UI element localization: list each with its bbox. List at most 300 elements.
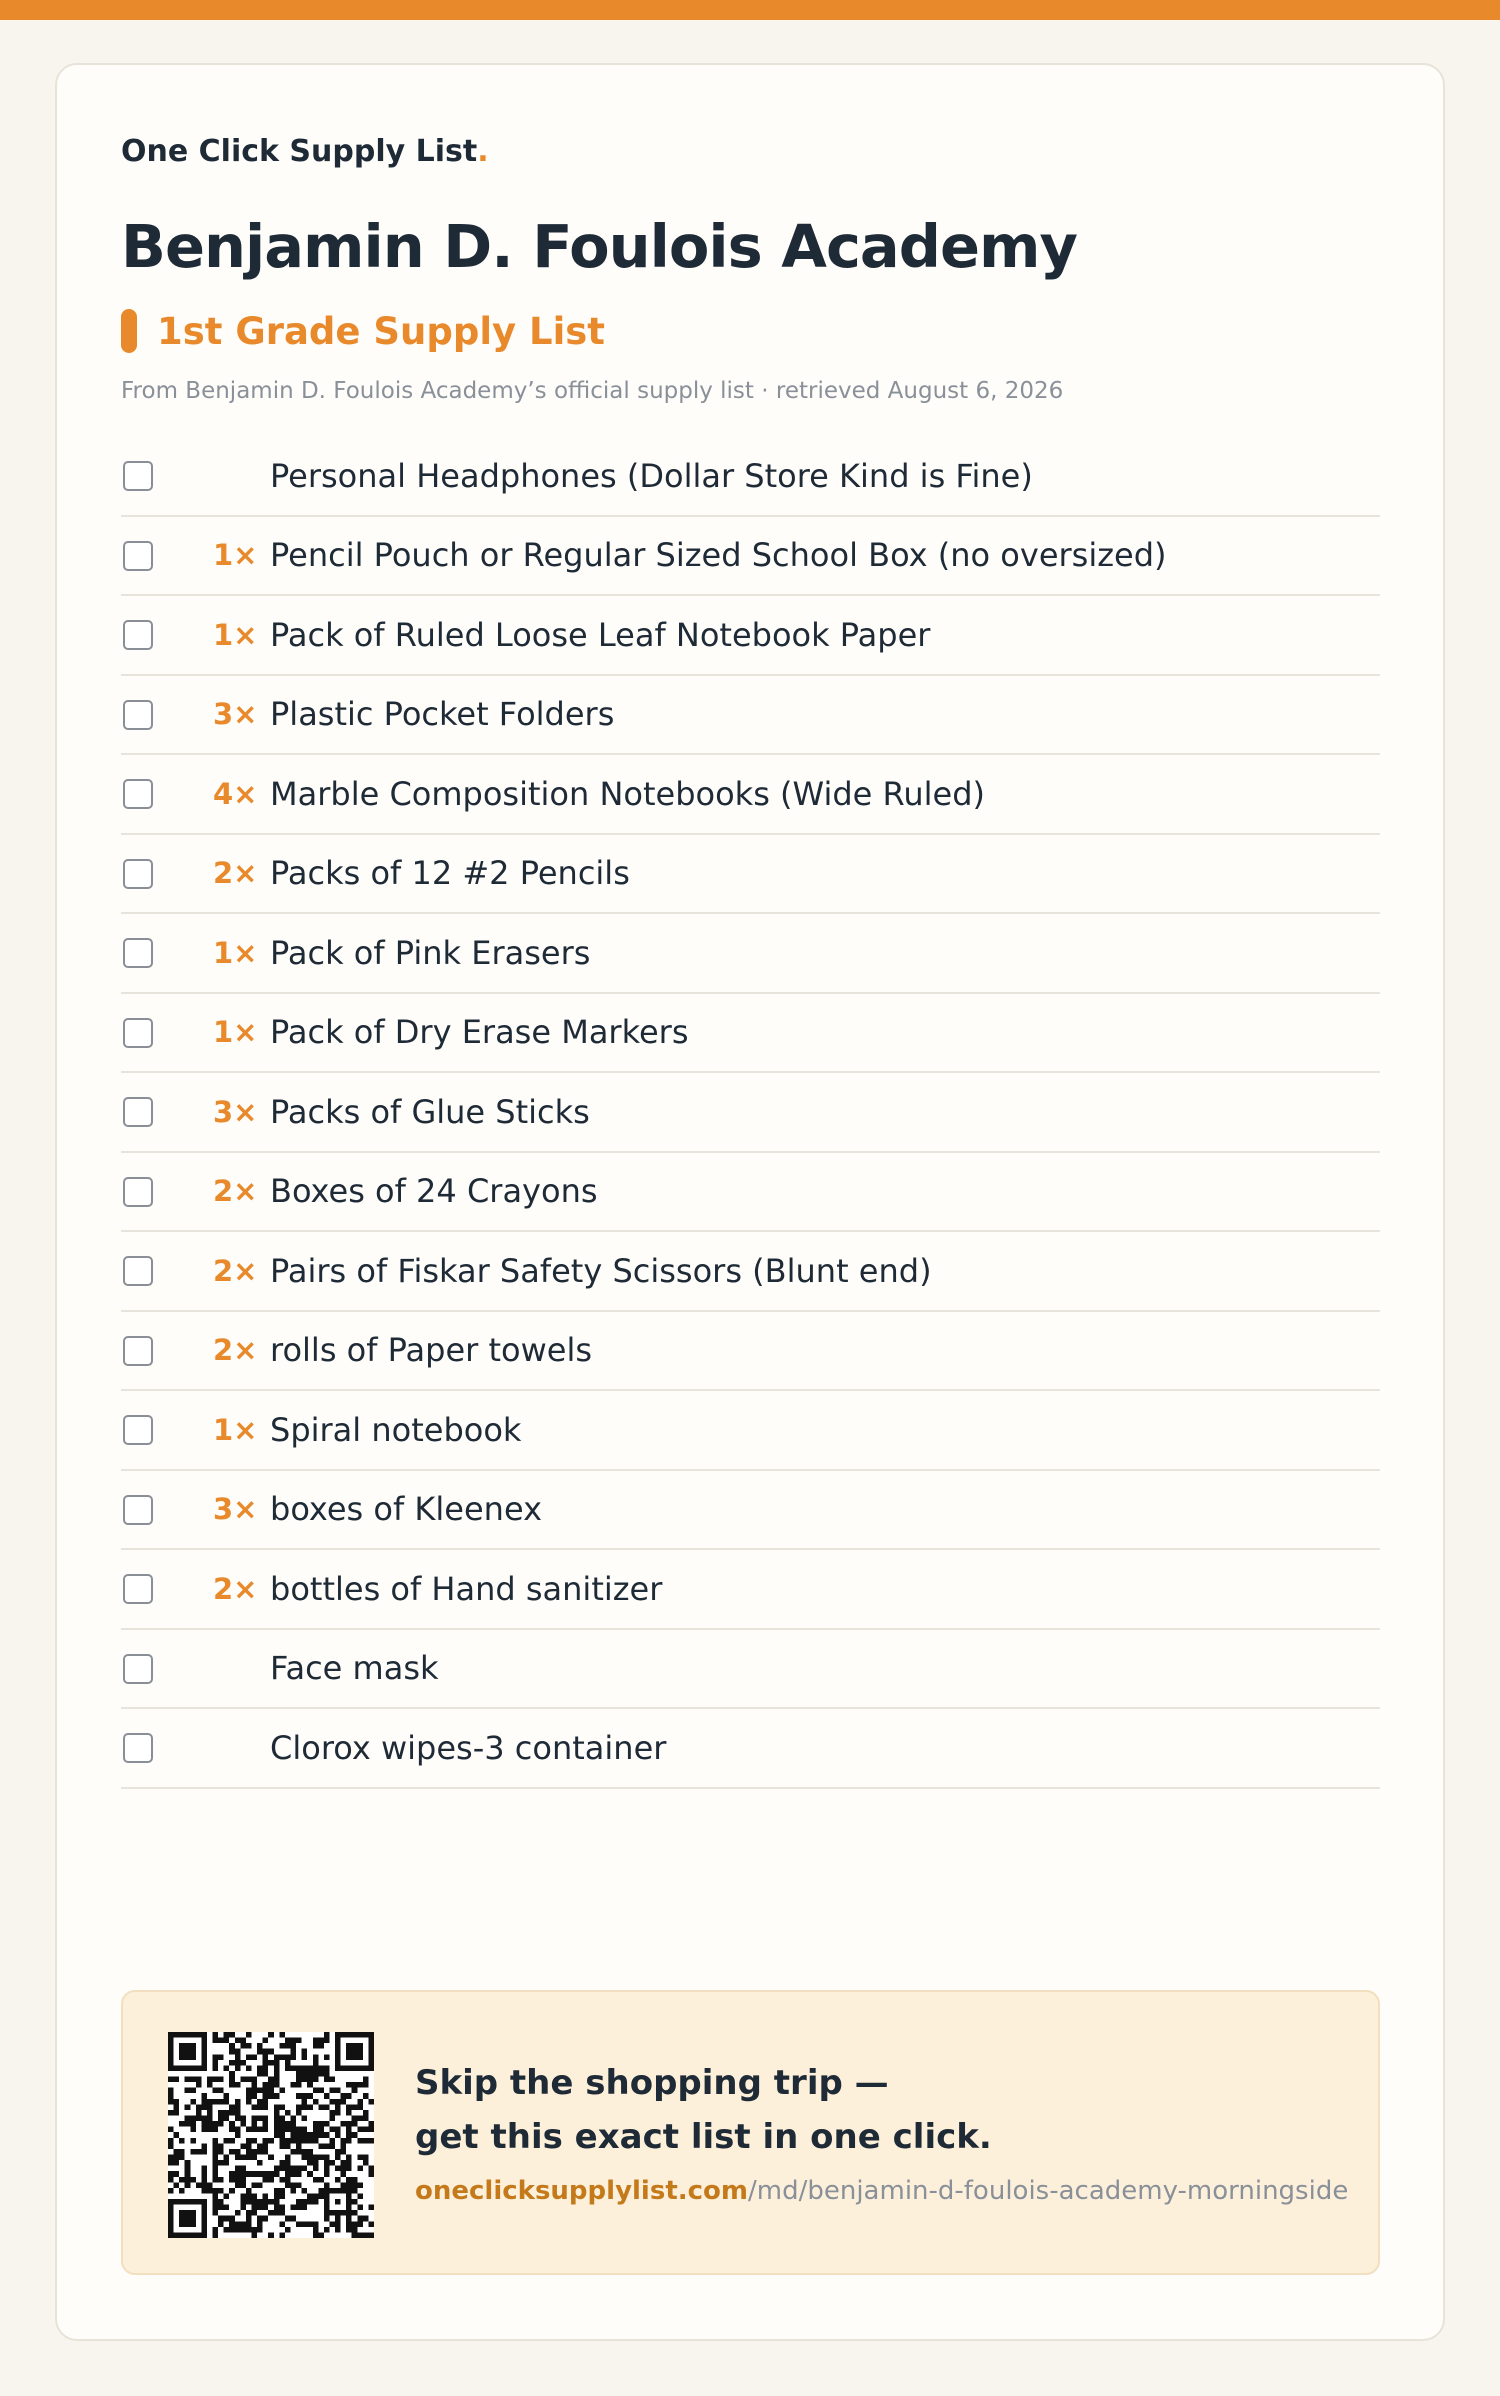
qr-module xyxy=(296,2127,302,2133)
qr-module xyxy=(352,2049,358,2055)
qr-module xyxy=(313,2121,319,2127)
qr-module xyxy=(224,2038,230,2044)
qr-module xyxy=(190,2043,196,2049)
qr-module xyxy=(302,2221,308,2227)
qr-module xyxy=(296,2071,302,2077)
qr-module xyxy=(352,2177,358,2183)
qr-module xyxy=(246,2210,252,2216)
qr-module xyxy=(279,2116,285,2122)
item-checkbox[interactable] xyxy=(123,1574,153,1604)
qr-module xyxy=(324,2121,330,2127)
qr-module xyxy=(168,2188,174,2194)
qr-module xyxy=(302,2166,308,2172)
qr-module xyxy=(318,2193,324,2199)
item-checkbox[interactable] xyxy=(123,1733,153,1763)
list-item xyxy=(121,994,1380,1074)
list-item xyxy=(121,1709,1380,1789)
qr-module xyxy=(185,2054,191,2060)
qr-module xyxy=(313,2232,319,2238)
qr-module xyxy=(341,2099,347,2105)
qr-module xyxy=(235,2060,241,2066)
qr-module xyxy=(201,2166,207,2172)
qr-code-icon[interactable] xyxy=(168,2032,374,2238)
qr-module xyxy=(207,2116,213,2122)
qr-module xyxy=(290,2182,296,2188)
qr-module xyxy=(335,2127,341,2133)
qr-module xyxy=(285,2110,291,2116)
qr-module xyxy=(168,2199,174,2205)
item-checkbox[interactable] xyxy=(123,700,153,730)
item-label: Packs of 12 #2 Pencils xyxy=(270,854,630,893)
qr-module xyxy=(168,2038,174,2044)
qr-module xyxy=(279,2104,285,2110)
item-checkbox[interactable] xyxy=(123,1097,153,1127)
qr-module xyxy=(279,2205,285,2211)
qr-module xyxy=(352,2182,358,2188)
qr-module xyxy=(229,2177,235,2183)
qr-module xyxy=(302,2116,308,2122)
qr-module xyxy=(324,2065,330,2071)
qr-module xyxy=(368,2205,374,2211)
qr-module xyxy=(274,2127,280,2133)
qr-module xyxy=(274,2082,280,2088)
qr-module xyxy=(318,2088,324,2094)
qr-module xyxy=(229,2227,235,2233)
item-checkbox[interactable] xyxy=(123,1654,153,1684)
item-checkbox[interactable] xyxy=(123,1018,153,1048)
qr-module xyxy=(257,2049,263,2055)
qr-module xyxy=(302,2127,308,2133)
item-quantity: 1× xyxy=(213,1015,258,1050)
qr-module xyxy=(368,2038,374,2044)
qr-module xyxy=(218,2216,224,2222)
qr-module xyxy=(346,2104,352,2110)
qr-module xyxy=(335,2177,341,2183)
qr-module xyxy=(368,2138,374,2144)
qr-module xyxy=(263,2065,269,2071)
qr-module xyxy=(201,2121,207,2127)
qr-module xyxy=(174,2154,180,2160)
qr-module xyxy=(313,2088,319,2094)
qr-module xyxy=(179,2177,185,2183)
qr-module xyxy=(257,2071,263,2077)
qr-module xyxy=(263,2149,269,2155)
item-checkbox[interactable] xyxy=(123,938,153,968)
qr-module xyxy=(190,2065,196,2071)
qr-module xyxy=(213,2065,219,2071)
qr-module xyxy=(285,2171,291,2177)
qr-module xyxy=(185,2210,191,2216)
qr-module xyxy=(279,2032,285,2038)
promo-url-path: /md/benjamin-d-foulois-academy-morningside xyxy=(748,2176,1349,2206)
qr-module xyxy=(335,2188,341,2194)
qr-module xyxy=(296,2143,302,2149)
qr-module xyxy=(174,2171,180,2177)
qr-module xyxy=(185,2077,191,2083)
qr-module xyxy=(285,2166,291,2172)
qr-module xyxy=(235,2182,241,2188)
brand-logo[interactable] xyxy=(121,134,489,169)
qr-module xyxy=(185,2088,191,2094)
qr-module xyxy=(201,2182,207,2188)
qr-module xyxy=(168,2154,174,2160)
qr-module xyxy=(274,2054,280,2060)
qr-module xyxy=(179,2049,185,2055)
qr-module xyxy=(268,2232,274,2238)
qr-module xyxy=(357,2138,363,2144)
qr-module xyxy=(213,2160,219,2166)
qr-module xyxy=(213,2205,219,2211)
qr-module xyxy=(346,2216,352,2222)
qr-module xyxy=(296,2110,302,2116)
qr-module xyxy=(324,2199,330,2205)
qr-module xyxy=(201,2093,207,2099)
qr-module xyxy=(168,2232,174,2238)
qr-module xyxy=(174,2099,180,2105)
qr-module xyxy=(313,2199,319,2205)
qr-module xyxy=(257,2227,263,2233)
qr-module xyxy=(285,2177,291,2183)
qr-module xyxy=(207,2182,213,2188)
qr-module xyxy=(318,2071,324,2077)
qr-module xyxy=(213,2171,219,2177)
qr-module xyxy=(235,2054,241,2060)
qr-module xyxy=(185,2116,191,2122)
qr-module xyxy=(302,2099,308,2105)
qr-module xyxy=(324,2132,330,2138)
list-item xyxy=(121,755,1380,835)
qr-module xyxy=(207,2099,213,2105)
qr-module xyxy=(363,2160,369,2166)
qr-module xyxy=(324,2038,330,2044)
qr-module xyxy=(196,2182,202,2188)
qr-module xyxy=(213,2054,219,2060)
qr-module xyxy=(357,2104,363,2110)
qr-module xyxy=(324,2182,330,2188)
qr-module xyxy=(185,2221,191,2227)
qr-module xyxy=(213,2060,219,2066)
qr-module xyxy=(196,2110,202,2116)
qr-module xyxy=(302,2132,308,2138)
item-quantity: 3× xyxy=(213,1094,258,1129)
qr-module xyxy=(313,2099,319,2105)
qr-module xyxy=(318,2232,324,2238)
qr-module xyxy=(252,2154,258,2160)
qr-module xyxy=(352,2210,358,2216)
qr-module xyxy=(174,2104,180,2110)
qr-module xyxy=(357,2049,363,2055)
item-checkbox[interactable] xyxy=(123,1256,153,1286)
supply-list xyxy=(121,437,1380,1789)
qr-module xyxy=(279,2160,285,2166)
qr-module xyxy=(329,2127,335,2133)
qr-module xyxy=(352,2227,358,2233)
item-checkbox[interactable] xyxy=(123,859,153,889)
qr-module xyxy=(329,2116,335,2122)
qr-module xyxy=(363,2154,369,2160)
qr-module xyxy=(296,2093,302,2099)
qr-module xyxy=(341,2149,347,2155)
item-quantity: 2× xyxy=(213,1333,258,1368)
qr-module xyxy=(257,2149,263,2155)
qr-module xyxy=(257,2199,263,2205)
qr-module xyxy=(257,2160,263,2166)
item-quantity: 1× xyxy=(213,1412,258,1447)
qr-module xyxy=(252,2088,258,2094)
qr-module xyxy=(307,2104,313,2110)
qr-module xyxy=(224,2065,230,2071)
qr-module xyxy=(218,2054,224,2060)
qr-module xyxy=(213,2088,219,2094)
qr-module xyxy=(302,2054,308,2060)
qr-module xyxy=(274,2205,280,2211)
qr-module xyxy=(174,2199,180,2205)
list-item xyxy=(121,1471,1380,1551)
qr-module xyxy=(296,2038,302,2044)
qr-module xyxy=(329,2221,335,2227)
qr-module xyxy=(174,2110,180,2116)
qr-module xyxy=(335,2110,341,2116)
qr-module xyxy=(229,2071,235,2077)
qr-module xyxy=(279,2121,285,2127)
qr-module xyxy=(307,2199,313,2205)
qr-module xyxy=(229,2127,235,2133)
qr-module xyxy=(218,2221,224,2227)
qr-module xyxy=(352,2132,358,2138)
qr-module xyxy=(196,2082,202,2088)
item-quantity: 4× xyxy=(213,776,258,811)
qr-module xyxy=(190,2088,196,2094)
qr-module xyxy=(290,2127,296,2133)
qr-module xyxy=(246,2043,252,2049)
qr-module xyxy=(307,2077,313,2083)
qr-module xyxy=(263,2054,269,2060)
qr-module xyxy=(302,2199,308,2205)
qr-module xyxy=(274,2166,280,2172)
qr-module xyxy=(235,2210,241,2216)
qr-module xyxy=(185,2216,191,2222)
qr-module xyxy=(196,2232,202,2238)
qr-module xyxy=(307,2171,313,2177)
qr-module xyxy=(335,2099,341,2105)
qr-module xyxy=(229,2082,235,2088)
qr-module xyxy=(274,2060,280,2066)
qr-module xyxy=(313,2177,319,2183)
qr-module xyxy=(357,2154,363,2160)
qr-module xyxy=(207,2104,213,2110)
qr-module xyxy=(168,2143,174,2149)
qr-module xyxy=(235,2099,241,2105)
qr-module xyxy=(341,2093,347,2099)
qr-module xyxy=(229,2032,235,2038)
qr-module xyxy=(279,2088,285,2094)
qr-module xyxy=(352,2088,358,2094)
qr-module xyxy=(168,2221,174,2227)
qr-module xyxy=(279,2193,285,2199)
qr-module xyxy=(346,2093,352,2099)
qr-module xyxy=(285,2060,291,2066)
qr-module xyxy=(368,2121,374,2127)
qr-module xyxy=(263,2199,269,2205)
qr-module xyxy=(201,2221,207,2227)
qr-module xyxy=(302,2071,308,2077)
qr-module xyxy=(313,2227,319,2233)
qr-module xyxy=(307,2071,313,2077)
qr-module xyxy=(246,2143,252,2149)
qr-module xyxy=(263,2171,269,2177)
qr-module xyxy=(207,2127,213,2133)
qr-module xyxy=(218,2177,224,2183)
item-checkbox[interactable] xyxy=(123,1336,153,1366)
item-quantity: 1× xyxy=(213,935,258,970)
qr-module xyxy=(252,2171,258,2177)
qr-module xyxy=(263,2193,269,2199)
qr-module xyxy=(240,2182,246,2188)
qr-module xyxy=(213,2210,219,2216)
qr-module xyxy=(201,2032,207,2038)
qr-module xyxy=(285,2227,291,2233)
promo-link[interactable] xyxy=(415,2176,1348,2206)
qr-module xyxy=(285,2160,291,2166)
qr-module xyxy=(190,2032,196,2038)
qr-module xyxy=(296,2221,302,2227)
qr-module xyxy=(218,2116,224,2122)
qr-module xyxy=(335,2088,341,2094)
item-label: Personal Headphones (Dollar Store Kind is Fine) xyxy=(270,456,1033,495)
qr-module xyxy=(324,2166,330,2172)
qr-module xyxy=(246,2216,252,2222)
qr-module xyxy=(201,2149,207,2155)
item-checkbox[interactable] xyxy=(123,620,153,650)
qr-module xyxy=(240,2177,246,2183)
qr-module xyxy=(368,2232,374,2238)
qr-module xyxy=(257,2216,263,2222)
qr-module xyxy=(346,2127,352,2133)
qr-module xyxy=(213,2138,219,2144)
qr-module xyxy=(196,2104,202,2110)
qr-module xyxy=(352,2221,358,2227)
list-item xyxy=(121,914,1380,994)
qr-module xyxy=(335,2227,341,2233)
item-checkbox[interactable] xyxy=(123,461,153,491)
qr-module xyxy=(257,2171,263,2177)
qr-module xyxy=(318,2065,324,2071)
item-checkbox[interactable] xyxy=(123,541,153,571)
qr-module xyxy=(274,2077,280,2083)
qr-module xyxy=(285,2143,291,2149)
item-checkbox[interactable] xyxy=(123,1415,153,1445)
qr-module xyxy=(174,2149,180,2155)
qr-module xyxy=(346,2193,352,2199)
qr-module xyxy=(318,2104,324,2110)
qr-module xyxy=(190,2216,196,2222)
qr-module xyxy=(201,2171,207,2177)
item-quantity: 3× xyxy=(213,697,258,732)
qr-module xyxy=(179,2043,185,2049)
qr-module xyxy=(240,2171,246,2177)
qr-module xyxy=(229,2060,235,2066)
qr-module xyxy=(168,2127,174,2133)
qr-module xyxy=(196,2077,202,2083)
qr-module xyxy=(290,2132,296,2138)
item-quantity: 2× xyxy=(213,1571,258,1606)
item-checkbox[interactable] xyxy=(123,1495,153,1525)
qr-module xyxy=(218,2038,224,2044)
qr-module xyxy=(324,2188,330,2194)
qr-module xyxy=(196,2032,202,2038)
qr-module xyxy=(235,2166,241,2172)
qr-module xyxy=(213,2154,219,2160)
qr-module xyxy=(368,2060,374,2066)
qr-module xyxy=(229,2171,235,2177)
qr-module xyxy=(168,2216,174,2222)
qr-module xyxy=(207,2188,213,2194)
qr-module xyxy=(246,2227,252,2233)
qr-module xyxy=(224,2032,230,2038)
qr-module xyxy=(346,2121,352,2127)
qr-module xyxy=(368,2043,374,2049)
qr-module xyxy=(229,2149,235,2155)
qr-module xyxy=(246,2171,252,2177)
qr-module xyxy=(224,2099,230,2105)
qr-module xyxy=(190,2116,196,2122)
qr-module xyxy=(368,2221,374,2227)
qr-module xyxy=(357,2221,363,2227)
qr-module xyxy=(313,2221,319,2227)
qr-module xyxy=(313,2077,319,2083)
qr-module xyxy=(179,2188,185,2194)
qr-module xyxy=(335,2216,341,2222)
qr-module xyxy=(201,2043,207,2049)
qr-module xyxy=(352,2232,358,2238)
qr-module xyxy=(329,2088,335,2094)
qr-module xyxy=(357,2182,363,2188)
qr-module xyxy=(218,2088,224,2094)
item-label: Face mask xyxy=(270,1649,439,1688)
brand-name: One Click Supply List xyxy=(121,134,478,169)
qr-module xyxy=(274,2071,280,2077)
qr-module xyxy=(318,2177,324,2183)
list-item xyxy=(121,1153,1380,1233)
promo-url-domain: oneclicksupplylist.com xyxy=(415,2176,748,2206)
qr-module xyxy=(324,2210,330,2216)
qr-module xyxy=(335,2032,341,2038)
qr-module xyxy=(218,2199,224,2205)
item-label: Pack of Pink Erasers xyxy=(270,933,591,972)
qr-module xyxy=(274,2121,280,2127)
qr-module xyxy=(357,2166,363,2172)
qr-module xyxy=(346,2110,352,2116)
qr-module xyxy=(296,2166,302,2172)
item-checkbox[interactable] xyxy=(123,1177,153,1207)
qr-module xyxy=(235,2221,241,2227)
qr-module xyxy=(302,2205,308,2211)
qr-module xyxy=(335,2060,341,2066)
qr-module xyxy=(252,2205,258,2211)
qr-module xyxy=(201,2227,207,2233)
qr-module xyxy=(329,2160,335,2166)
item-checkbox[interactable] xyxy=(123,779,153,809)
list-item xyxy=(121,517,1380,597)
item-label: Boxes of 24 Crayons xyxy=(270,1172,598,1211)
qr-module xyxy=(201,2060,207,2066)
qr-module xyxy=(279,2232,285,2238)
qr-module xyxy=(190,2210,196,2216)
qr-module xyxy=(246,2188,252,2194)
qr-module xyxy=(290,2043,296,2049)
qr-module xyxy=(335,2132,341,2138)
qr-module xyxy=(190,2221,196,2227)
